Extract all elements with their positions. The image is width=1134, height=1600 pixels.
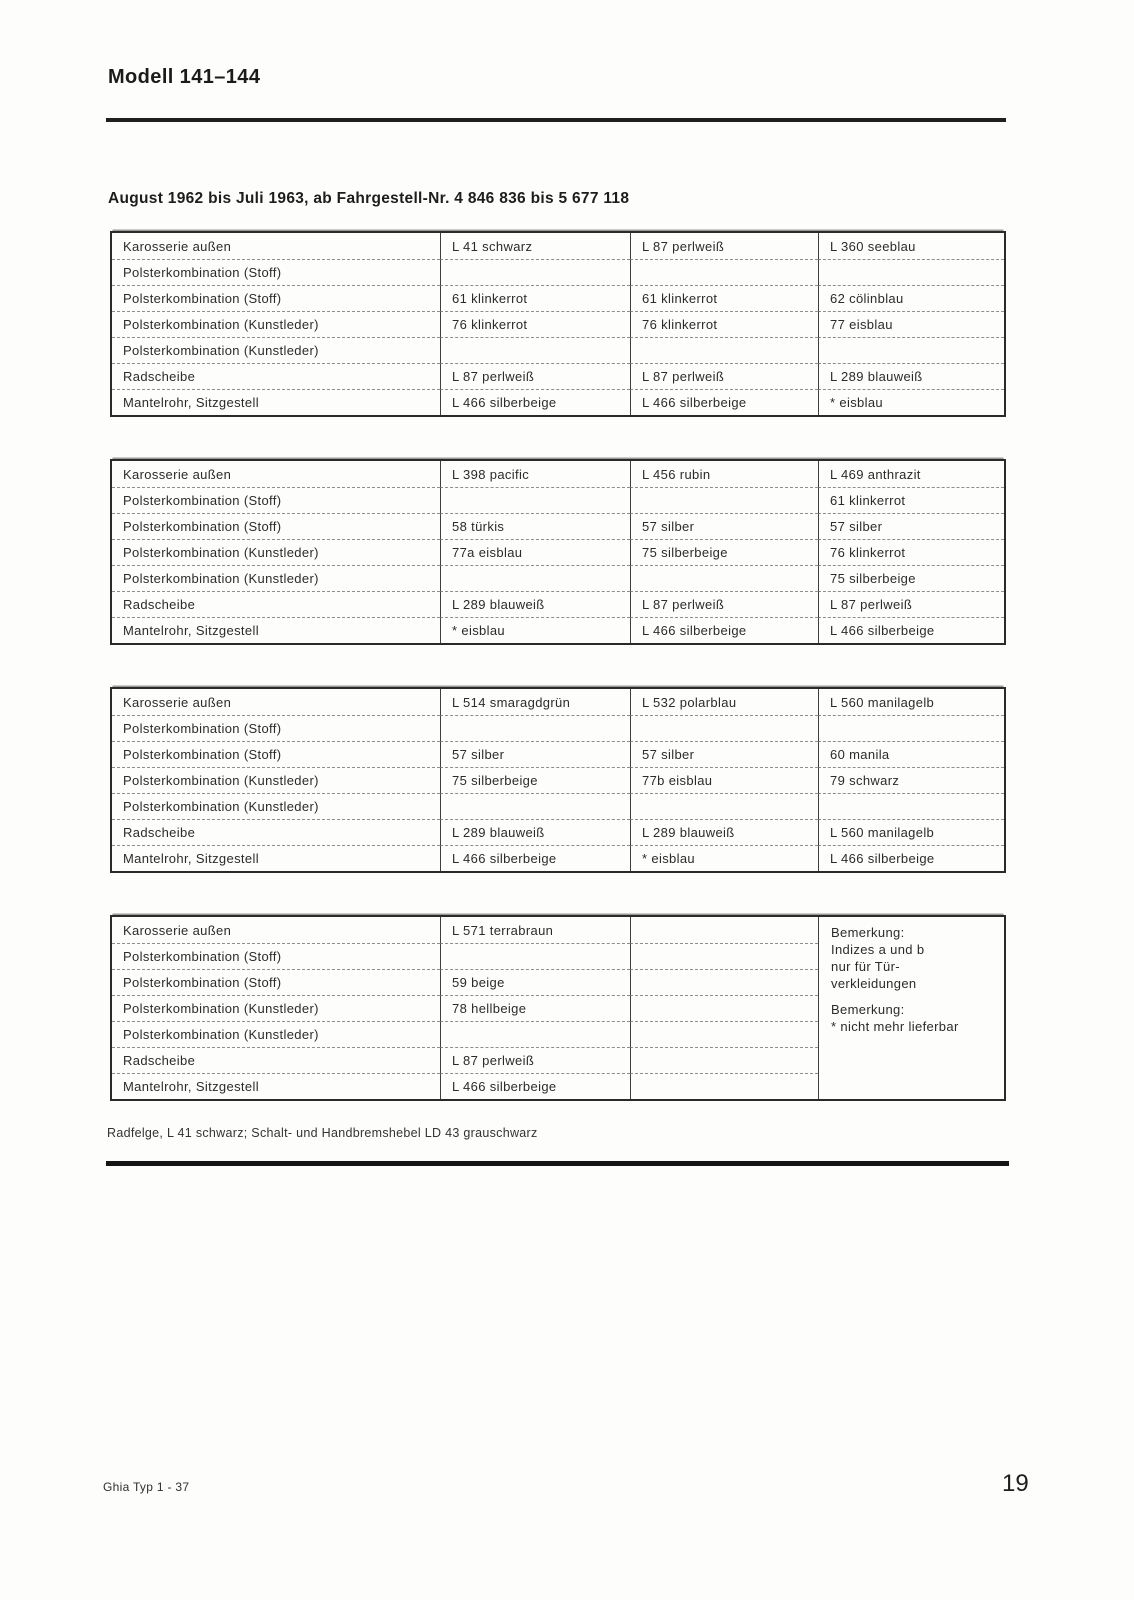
color-value: L 289 blauweiß <box>440 591 630 617</box>
color-value: 75 silberbeige <box>630 539 818 565</box>
color-value <box>440 337 630 363</box>
color-value: L 456 rubin <box>630 461 818 487</box>
color-value: L 87 perlweiß <box>630 363 818 389</box>
remark-spacer <box>831 992 994 1001</box>
remark-line: Indizes a und b <box>831 942 925 957</box>
color-combination-table <box>110 915 1006 1101</box>
row-label: Polsterkombination (Stoff) <box>112 741 440 767</box>
remark-line: verkleidungen <box>831 976 917 991</box>
color-value <box>440 259 630 285</box>
row-label: Polsterkombination (Kunstleder) <box>112 539 440 565</box>
color-value <box>818 337 1004 363</box>
color-value: 79 schwarz <box>818 767 1004 793</box>
tables-container <box>110 231 1006 1143</box>
color-value <box>630 995 818 1021</box>
color-value: 61 klinkerrot <box>440 285 630 311</box>
color-value: L 466 silberbeige <box>440 845 630 871</box>
page-number: 19 <box>1002 1470 1029 1497</box>
color-value <box>630 943 818 969</box>
color-combination-table <box>110 231 1006 417</box>
color-value: L 532 polarblau <box>630 689 818 715</box>
color-value: 61 klinkerrot <box>630 285 818 311</box>
color-value: L 560 manilagelb <box>818 689 1004 715</box>
color-value: 77a eisblau <box>440 539 630 565</box>
color-value <box>630 1047 818 1073</box>
row-label: Polsterkombination (Stoff) <box>112 285 440 311</box>
color-value: L 560 manilagelb <box>818 819 1004 845</box>
color-combination-table <box>110 687 1006 873</box>
row-label: Mantelrohr, Sitzgestell <box>112 617 440 643</box>
row-label: Polsterkombination (Kunstleder) <box>112 767 440 793</box>
remarks-cell <box>818 917 1004 1099</box>
color-value: L 87 perlweiß <box>818 591 1004 617</box>
row-label: Mantelrohr, Sitzgestell <box>112 845 440 871</box>
row-label: Polsterkombination (Kunstleder) <box>112 311 440 337</box>
color-value: 59 beige <box>440 969 630 995</box>
color-value <box>630 565 818 591</box>
color-value: L 87 perlweiß <box>440 1047 630 1073</box>
row-label: Radscheibe <box>112 1047 440 1073</box>
color-value: 61 klinkerrot <box>818 487 1004 513</box>
color-value: L 466 silberbeige <box>630 389 818 415</box>
row-label: Karosserie außen <box>123 922 232 938</box>
row-label: Polsterkombination (Kunstleder) <box>112 793 440 819</box>
color-value <box>440 793 630 819</box>
color-value <box>440 487 630 513</box>
bottom-rule <box>106 1161 1009 1166</box>
color-value <box>630 1073 818 1099</box>
row-label: Polsterkombination (Kunstleder) <box>112 995 440 1021</box>
color-value: L 466 silberbeige <box>630 617 818 643</box>
color-value: * eisblau <box>818 389 1004 415</box>
color-value: 75 silberbeige <box>440 767 630 793</box>
color-value: 57 silber <box>630 513 818 539</box>
color-value <box>440 1021 630 1047</box>
color-value <box>440 565 630 591</box>
color-value <box>630 793 818 819</box>
color-value: 62 cölinblau <box>818 285 1004 311</box>
row-label: Polsterkombination (Stoff) <box>112 513 440 539</box>
color-value: L 466 silberbeige <box>440 1073 630 1099</box>
remark-line: nur für Tür- <box>831 959 900 974</box>
row-label: Polsterkombination (Stoff) <box>112 943 440 969</box>
color-value <box>630 259 818 285</box>
color-value: 77 eisblau <box>818 311 1004 337</box>
color-value <box>630 969 818 995</box>
section-title: August 1962 bis Juli 1963, ab Fahrgestell-Nr. 4 846 836 bis 5 677 118 <box>108 190 630 207</box>
color-value: L 87 perlweiß <box>630 591 818 617</box>
color-value <box>440 715 630 741</box>
color-value: L 289 blauweiß <box>818 363 1004 389</box>
color-combination-table <box>110 459 1006 645</box>
remark-line: Bemerkung: <box>831 925 905 940</box>
color-value <box>630 337 818 363</box>
row-label: Polsterkombination (Kunstleder) <box>112 1021 440 1047</box>
color-value: 77b eisblau <box>630 767 818 793</box>
color-value: * eisblau <box>630 845 818 871</box>
color-value: 76 klinkerrot <box>440 311 630 337</box>
color-value: L 87 perlweiß <box>630 233 818 259</box>
color-value: L 466 silberbeige <box>818 617 1004 643</box>
color-value: L 466 silberbeige <box>440 389 630 415</box>
remark-line: Bemerkung: <box>831 1002 905 1017</box>
color-value: L 466 silberbeige <box>818 845 1004 871</box>
color-value: 76 klinkerrot <box>630 311 818 337</box>
row-label: Polsterkombination (Stoff) <box>112 487 440 513</box>
row-label: Polsterkombination (Kunstleder) <box>112 337 440 363</box>
color-value: L 398 pacific <box>440 461 630 487</box>
footer-doc-ref: Ghia Typ 1 - 37 <box>103 1480 190 1494</box>
row-label: Mantelrohr, Sitzgestell <box>112 389 440 415</box>
color-value: L 360 seeblau <box>818 233 1004 259</box>
row-label: Radscheibe <box>112 819 440 845</box>
color-value: 60 manila <box>818 741 1004 767</box>
color-value: 75 silberbeige <box>818 565 1004 591</box>
color-value: 76 klinkerrot <box>818 539 1004 565</box>
color-value <box>630 487 818 513</box>
row-label: Polsterkombination (Stoff) <box>112 969 440 995</box>
color-value <box>440 943 630 969</box>
color-value <box>818 793 1004 819</box>
color-value: 58 türkis <box>440 513 630 539</box>
color-value: 78 hellbeige <box>440 995 630 1021</box>
row-label: Radscheibe <box>112 591 440 617</box>
color-value: L 87 perlweiß <box>440 363 630 389</box>
header-rule <box>106 118 1006 122</box>
row-label: Karosserie außen <box>123 694 232 710</box>
color-value <box>818 259 1004 285</box>
color-value: L 571 terrabraun <box>440 917 630 943</box>
color-value <box>818 715 1004 741</box>
row-label: Polsterkombination (Kunstleder) <box>112 565 440 591</box>
color-value: L 289 blauweiß <box>440 819 630 845</box>
color-value: L 469 anthrazit <box>818 461 1004 487</box>
color-value: * eisblau <box>440 617 630 643</box>
row-label: Polsterkombination (Stoff) <box>112 259 440 285</box>
color-value: L 514 smaragdgrün <box>440 689 630 715</box>
color-value: 57 silber <box>630 741 818 767</box>
row-label: Radscheibe <box>112 363 440 389</box>
page-title: Modell 141–144 <box>108 66 261 88</box>
color-value <box>630 917 818 943</box>
color-value <box>630 1021 818 1047</box>
color-value: 57 silber <box>818 513 1004 539</box>
row-label: Polsterkombination (Stoff) <box>112 715 440 741</box>
row-label: Karosserie außen <box>123 466 232 482</box>
color-value: L 289 blauweiß <box>630 819 818 845</box>
row-label: Mantelrohr, Sitzgestell <box>112 1073 440 1099</box>
remark-line: * nicht mehr lieferbar <box>831 1019 959 1034</box>
color-value: L 41 schwarz <box>440 233 630 259</box>
row-label: Karosserie außen <box>123 238 232 254</box>
color-value <box>630 715 818 741</box>
footnote: Radfelge, L 41 schwarz; Schalt- und Handbremshebel LD 43 grauschwarz <box>107 1126 538 1140</box>
color-value: 57 silber <box>440 741 630 767</box>
